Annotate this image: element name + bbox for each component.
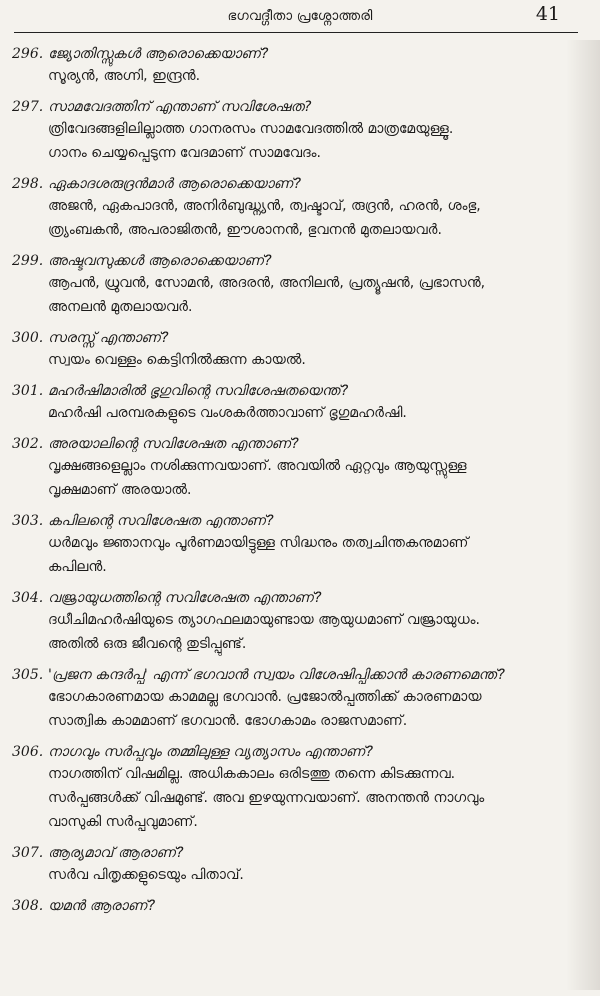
- question-number: 296.: [12, 46, 44, 62]
- answer-line: വാസുകി സർപ്പവുമാണ്.: [48, 814, 198, 830]
- question-text: കപിലന്റെ സവിശേഷത എന്താണ്?: [48, 513, 274, 529]
- qa-entry: [12, 174, 582, 242]
- qa-entry: [12, 434, 582, 502]
- answer-line: ത്രിവേദങ്ങളിലില്ലാത്ത ഗാനരസം സാമവേദത്തിൽ മാത്രമേയുള്ളൂ.: [48, 121, 454, 137]
- question-number: 300.: [12, 330, 44, 346]
- question-number: 307.: [12, 845, 44, 861]
- answer: [48, 454, 582, 502]
- answer-line: ദധീചിമഹർഷിയുടെ ത്യാഗഫലമായുണ്ടായ ആയുധമാണ് വജ്രായുധം.: [48, 612, 480, 628]
- answer-line: സർവ പിതൃക്കളുടെയും പിതാവ്.: [48, 867, 244, 883]
- question-number: 298.: [12, 176, 44, 192]
- answer-line: വൃക്ഷമാണ് അരയാൽ.: [48, 482, 192, 498]
- question-text: സാമവേദത്തിന് എന്താണ് സവിശേഷത?: [48, 99, 312, 115]
- qa-entry: [12, 896, 582, 916]
- question-number: 301.: [12, 383, 44, 399]
- answer-line: സർപ്പങ്ങൾക്ക് വിഷമുണ്ട്. അവ ഇഴയുന്നവയാണ്. അനന്തൻ നാഗവും: [48, 790, 485, 806]
- question: [12, 588, 582, 608]
- qa-entry: [12, 588, 582, 656]
- question: [12, 665, 582, 685]
- question-number: 308.: [12, 898, 44, 914]
- answer-line: സ്വയം വെള്ളം കെട്ടിനിൽക്കുന്ന കായൽ.: [48, 352, 306, 368]
- answer-line: നാഗത്തിന് വിഷമില്ല. അധികകാലം ഒരിടത്തു തന്നെ കിടക്കുന്നവ.: [48, 766, 456, 782]
- question-text: അഷ്ടവസുക്കൾ ആരൊക്കെയാണ്?: [48, 253, 272, 269]
- question: [12, 511, 582, 531]
- question: [12, 742, 582, 762]
- answer-line: സാത്വിക കാമമാണ് ഭഗവാൻ. ഭോഗകാമം രാജസമാണ്.: [48, 713, 408, 729]
- qa-entry: [12, 665, 582, 733]
- question: [12, 434, 582, 454]
- answer-line: മഹർഷി പരമ്പരകളുടെ വംശകർത്താവാണ് ഭൃഗുമഹർഷി.: [48, 405, 407, 421]
- question-number: 303.: [12, 513, 44, 529]
- answer: [48, 194, 582, 242]
- answer-line: അജൻ, ഏകപാദൻ, അനിർബുദ്ധ്ന്യൻ, ത്വഷ്ടാവ്, രുദ്രൻ, ഹരൻ, ശംഭു,: [48, 198, 481, 214]
- question-text: വജ്രായുധത്തിന്റെ സവിശേഷത എന്താണ്?: [48, 590, 322, 606]
- answer-line: ധർമവും ജ്ഞാനവും പൂർണമായിട്ടുള്ള സിദ്ധനും തത്വചിന്തകനുമാണ്: [48, 535, 469, 551]
- answer: [48, 348, 582, 372]
- qa-list: [12, 44, 582, 925]
- question: [12, 381, 582, 401]
- answer: [48, 762, 582, 834]
- question: [12, 896, 582, 916]
- question-text: ആര്യമാവ് ആരാണ്?: [48, 845, 184, 861]
- question-number: 306.: [12, 744, 44, 760]
- answer-line: കപിലൻ.: [48, 559, 107, 575]
- answer-line: ഭോഗകാരണമായ കാമമല്ല ഭഗവാൻ. പ്രജോൽപ്പത്തിക്ക് കാരണമായ: [48, 689, 482, 705]
- page-header: [0, 0, 600, 36]
- answer: [48, 401, 582, 425]
- question-text: 'പ്രജന കന്ദർപ്പ' എന്ന് ഭഗവാൻ സ്വയം വിശേഷിപ്പിക്കാൻ കാരണമെന്ത്?: [48, 667, 505, 683]
- question: [12, 97, 582, 117]
- answer: [48, 64, 582, 88]
- question: [12, 251, 582, 271]
- answer: [48, 531, 582, 579]
- answer-line: വൃക്ഷങ്ങളെല്ലാം നശിക്കുന്നവയാണ്. അവയിൽ ഏറ്റവും ആയുസ്സുള്ള: [48, 458, 467, 474]
- qa-entry: [12, 742, 582, 834]
- answer: [48, 117, 582, 165]
- qa-entry: [12, 843, 582, 887]
- question: [12, 328, 582, 348]
- answer-line: ആപൻ, ധ്രുവൻ, സോമൻ, അദരൻ, അനിലൻ, പ്രത്യൂഷൻ, പ്രഭാസൻ,: [48, 275, 486, 291]
- answer: [48, 608, 582, 656]
- question-text: ഏകാദശരുദ്രൻമാർ ആരൊക്കെയാണ്?: [48, 176, 302, 192]
- question: [12, 174, 582, 194]
- answer-line: അനലൻ മുതലായവർ.: [48, 299, 193, 315]
- question-number: 297.: [12, 99, 44, 115]
- question-text: സരസ്സ് എന്താണ്?: [48, 330, 169, 346]
- question-text: മഹർഷിമാരിൽ ഭൃഗുവിന്റെ സവിശേഷതയെന്ത്?: [48, 383, 349, 399]
- question-text: അരയാലിന്റെ സവിശേഷത എന്താണ്?: [48, 436, 299, 452]
- qa-entry: [12, 44, 582, 88]
- answer-line: അതിൽ ഒരു ജീവന്റെ തുടിപ്പുണ്ട്.: [48, 636, 247, 652]
- answer-line: ഗാനം ചെയ്യപ്പെടുന്ന വേദമാണ് സാമവേദം.: [48, 145, 321, 161]
- qa-entry: [12, 328, 582, 372]
- question-number: 302.: [12, 436, 44, 452]
- running-title: ഭഗവദ്ഗീതാ പ്രശ്നോത്തരി: [227, 8, 373, 24]
- qa-entry: [12, 97, 582, 165]
- header-rule: [14, 32, 578, 33]
- question-text: ജ്യോതിസ്സുകൾ ആരൊക്കെയാണ്?: [48, 46, 269, 62]
- question-number: 305.: [12, 667, 44, 683]
- question-number: 299.: [12, 253, 44, 269]
- question-text: നാഗവും സർപ്പവും തമ്മിലുള്ള വ്യത്യാസം എന്താണ്?: [48, 744, 374, 760]
- question: [12, 44, 582, 64]
- page-number: 41: [535, 3, 560, 25]
- question: [12, 843, 582, 863]
- question-text: യമൻ ആരാണ്?: [48, 898, 156, 914]
- qa-entry: [12, 251, 582, 319]
- answer: [48, 863, 582, 887]
- question-number: 304.: [12, 590, 44, 606]
- qa-entry: [12, 381, 582, 425]
- answer: [48, 271, 582, 319]
- answer: [48, 685, 582, 733]
- qa-entry: [12, 511, 582, 579]
- answer-line: ത്ര്യംബകൻ, അപരാജിതൻ, ഈശാനൻ, ഭുവനൻ മുതലായവർ.: [48, 222, 442, 238]
- answer-line: സൂര്യൻ, അഗ്നി, ഇന്ദ്രൻ.: [48, 68, 201, 84]
